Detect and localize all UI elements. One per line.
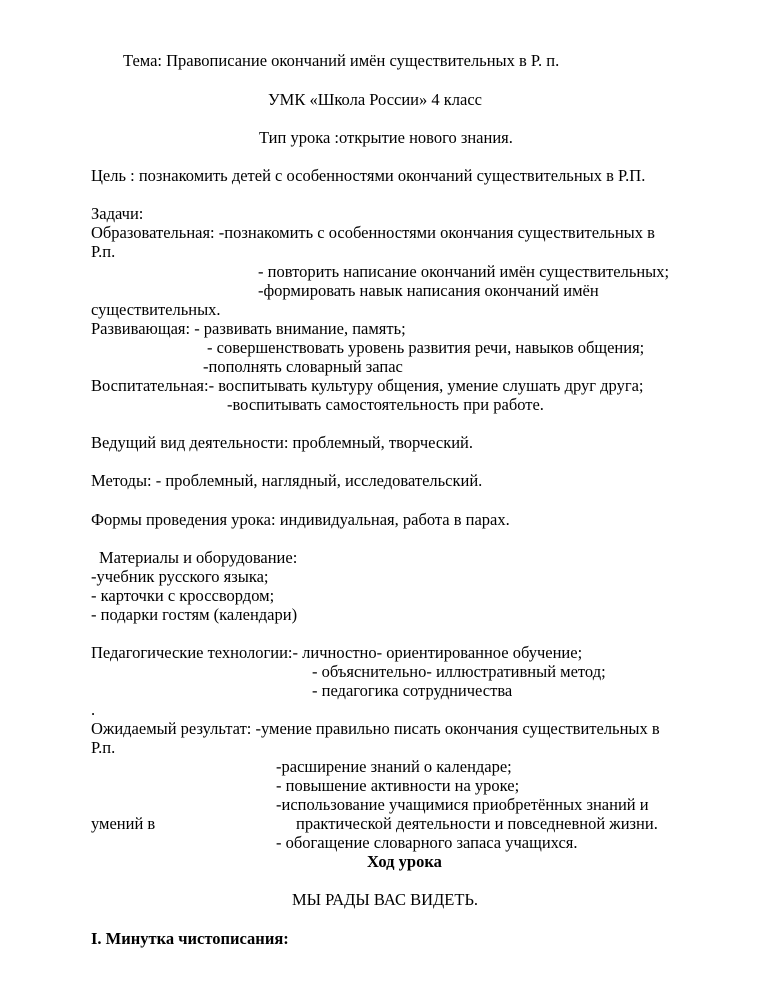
result-line-5: -использование учащимися приобретённых знаний и	[276, 795, 649, 814]
materials-item-3: - подарки гостям (календари)	[91, 605, 298, 624]
edu-line-5: существительных.	[91, 300, 221, 319]
activity-line: Ведущий вид деятельности: проблемный, творческий.	[91, 433, 473, 452]
dev-line-3: -пополнять словарный запас	[203, 357, 403, 376]
stray-dot: .	[91, 700, 96, 719]
topic-line: Тема: Правописание окончаний имён существительных в Р. п.	[123, 51, 560, 70]
edu-line-4: -формировать навык написания окончаний имён	[258, 281, 599, 300]
result-line-2: Р.п.	[91, 738, 116, 757]
materials-item-2: - карточки с кроссвордом;	[91, 586, 275, 605]
upb-line-1: Воспитательная:- воспитывать культуру общения, умение слушать друг друга;	[91, 376, 644, 395]
result-line-7: - обогащение словарного запаса учащихся.	[276, 833, 578, 852]
tasks-heading: Задачи:	[91, 204, 144, 223]
dev-line-1: Развивающая: - развивать внимание, память;	[91, 319, 406, 338]
result-line-1: Ожидаемый результат: -умение правильно писать окончания существительных в	[91, 719, 660, 738]
tech-line-2: - объяснительно- иллюстративный метод;	[312, 662, 606, 681]
result-line-3: -расширение знаний о календаре;	[276, 757, 512, 776]
lesson-course-heading: Ход урока	[367, 852, 442, 871]
edu-line-3: - повторить написание окончаний имён существительных;	[258, 262, 670, 281]
greeting-line: МЫ РАДЫ ВАС ВИДЕТЬ.	[292, 890, 479, 909]
result-line-4: - повышение активности на уроке;	[276, 776, 520, 795]
dev-line-2: - совершенствовать уровень развития речи, навыков общения;	[207, 338, 645, 357]
result-line-6-right: практической деятельности и повседневной жизни.	[296, 814, 658, 833]
tech-line-1: Педагогические технологии:- личностно- ориентированное обучение;	[91, 643, 583, 662]
upb-line-2: -воспитывать самостоятельность при работе.	[227, 395, 544, 414]
result-line-6-left: умений в	[91, 814, 156, 833]
methods-line: Методы: - проблемный, наглядный, исследовательский.	[91, 471, 483, 490]
section-1-heading: I. Минутка чистописания:	[91, 929, 289, 948]
umk-line: УМК «Школа России» 4 класс	[268, 90, 482, 109]
materials-heading: Материалы и оборудование:	[99, 548, 298, 567]
tech-line-3: - педагогика сотрудничества	[312, 681, 513, 700]
edu-line-1: Образовательная: -познакомить с особенностями окончания существительных в	[91, 223, 655, 242]
materials-item-1: -учебник русского языка;	[91, 567, 269, 586]
lesson-type-line: Тип урока :открытие нового знания.	[259, 128, 513, 147]
edu-line-2: Р.п.	[91, 242, 116, 261]
goal-line: Цель : познакомить детей с особенностями окончаний существительных в Р.П.	[91, 166, 646, 185]
forms-line: Формы проведения урока: индивидуальная, работа в парах.	[91, 510, 510, 529]
